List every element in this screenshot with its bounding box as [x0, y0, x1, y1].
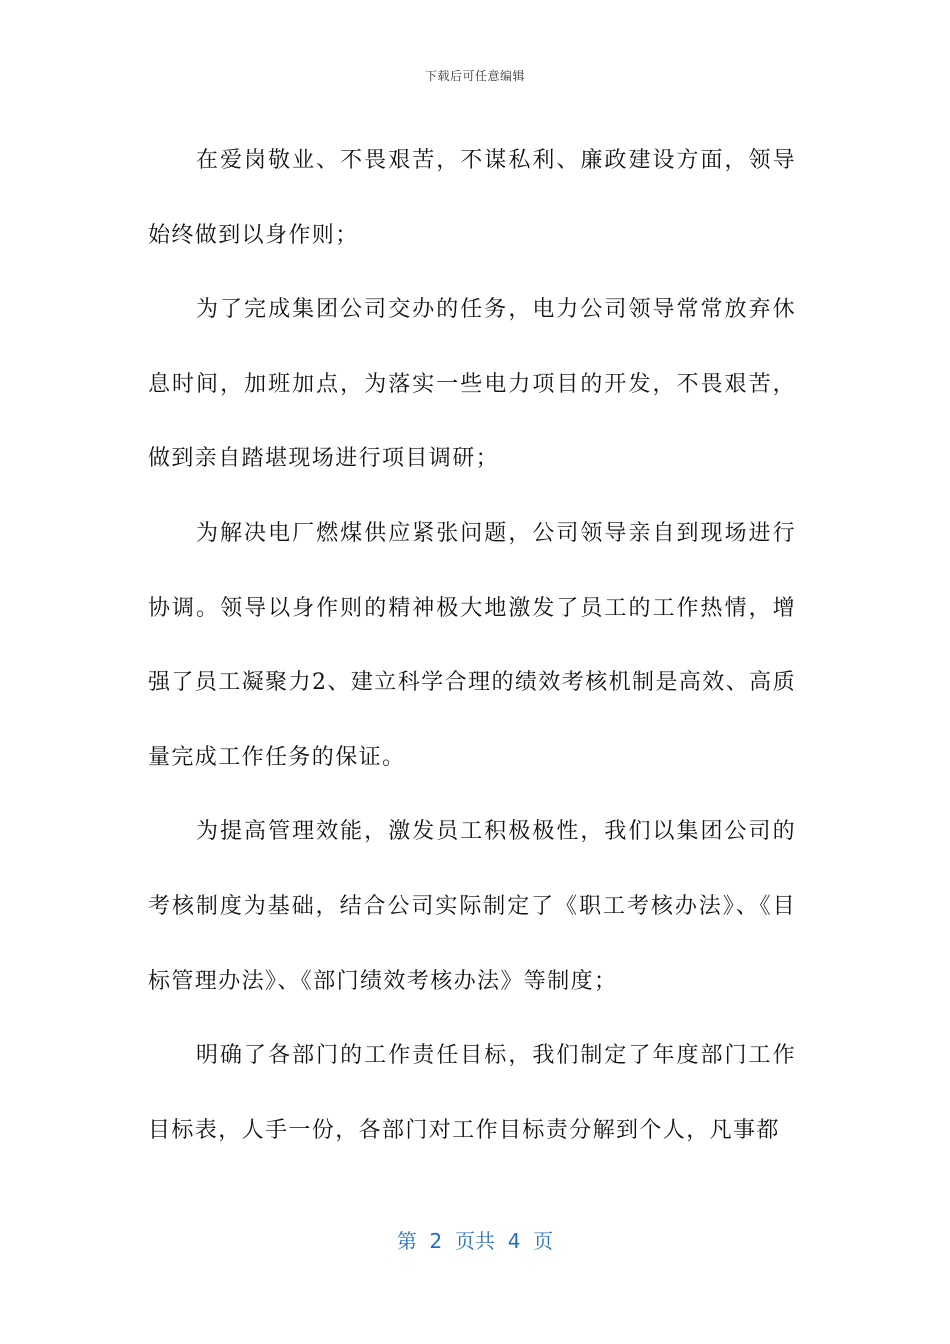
header-note: 下载后可任意编辑: [424, 69, 525, 83]
page-footer: [0, 1225, 950, 1254]
paragraph: 为了完成集团公司交办的任务，电力公司领导常常放弃休息时间，加班加点，为落实一些电力项目的开发，不畏艰苦，做到亲自踏堪现场进行项目调研；: [148, 297, 796, 472]
page-number: 第 2 页共 4 页: [396, 1229, 554, 1253]
paragraph: 在爱岗敬业、不畏艰苦，不谋私利、廉政建设方面，领导始终做到以身作则；: [148, 148, 796, 248]
paragraph: 明确了各部门的工作责任目标，我们制定了年度部门工作目标表，人手一份，各部门对工作目标责分解到个人，凡事都: [148, 1043, 796, 1143]
paragraph: 为提高管理效能，激发员工积极极性，我们以集团公司的考核制度为基础，结合公司实际制定了《职工考核办法》、《目标管理办法》、《部门绩效考核办法》等制度；: [148, 819, 796, 994]
document-body: [148, 124, 796, 1168]
paragraph: 为解决电厂燃煤供应紧张问题，公司领导亲自到现场进行协调。领导以身作则的精神极大地激发了员工的工作热情，增强了员工凝聚力2、建立科学合理的绩效考核机制是高效、高质量完成工作任务的保证。: [148, 520, 796, 770]
